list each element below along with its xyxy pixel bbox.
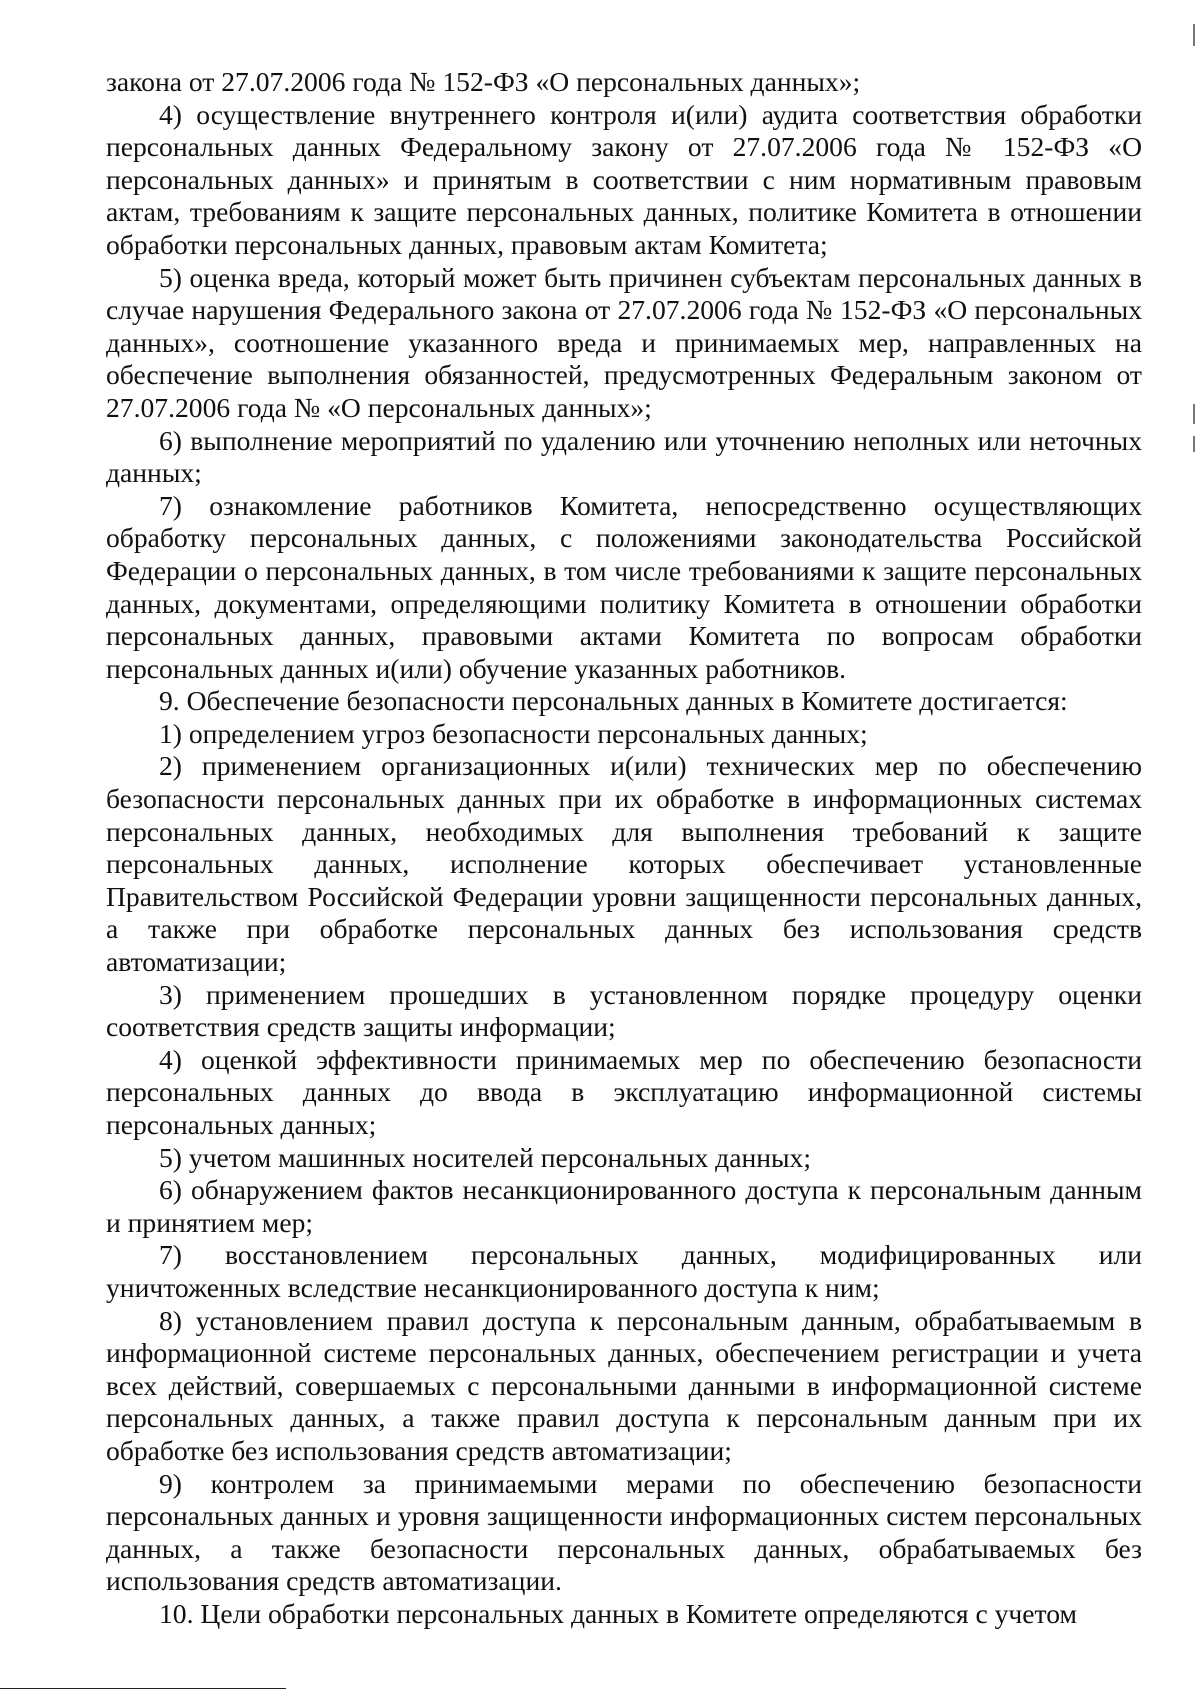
scan-edge-mark-lower — [1193, 436, 1195, 452]
footnote-separator-line — [0, 1688, 286, 1689]
document-body — [106, 66, 1142, 1631]
paragraph-measure-7: 7) восстановлением персональных данных, модифицированных или уничтоженных вследствие несанкционированного доступа к ним; — [106, 1239, 1142, 1303]
paragraph-section-10-start: 10. Цели обработки персональных данных в Комитете определяются с учетом — [159, 1597, 1077, 1629]
paragraph-measure-3: 3) применением прошедших в установленном порядке процедуру оценки соответствия средств защиты информации; — [106, 978, 1142, 1043]
scan-edge-mark-middle — [1193, 404, 1195, 424]
paragraph-item-7-staff-familiarization: 7) ознакомление работников Комитета, непосредственно осуществляющих обработку персональных данных, с положениями законодательства Российской Федерации о персональных данных, в том числе требованиями к защите персональных данных, документами, определяющими политику Комитета в отношении обработки персональных данных, правовыми актами Комитета по вопросам обработки персональных данных и(или) обучение указанных работников. — [106, 489, 1142, 684]
paragraph-continuation: закона от 27.07.2006 года № 152-ФЗ «О персональных данных»; — [106, 66, 861, 97]
paragraph-item-6-data-removal: 6) выполнение мероприятий по удалению или уточнению неполных или неточных данных; — [106, 424, 1142, 489]
paragraph-section-9-heading: 9. Обеспечение безопасности персональных данных в Комитете достигается: — [159, 685, 1068, 717]
paragraph-measure-5: 5) учетом машинных носителей персональных данных; — [159, 1141, 811, 1173]
paragraph-measure-8: 8) установлением правил доступа к персональным данным, обрабатываемым в информационной системе персональных данных, обеспечением регистрации и учета всех действий, совершаемых с персональными данными в информационной системе персональных данных, а также правил доступа к персональным данным при их обработке без использования средств автоматизации; — [106, 1304, 1142, 1466]
paragraph-measure-2: 2) применением организационных и(или) технических мер по обеспечению безопасности персональных данных при их обработке в информационных системах персональных данных, необходимых для выполнения требований к защите персональных данных, исполнение которых обеспечивает установленные Правительством Российской Федерации уровни защищенности персональных данных, а также при обработке персональных данных без использования средств автоматизации; — [106, 750, 1142, 978]
scan-edge-mark-top — [1193, 24, 1195, 46]
paragraph-item-4-internal-control: 4) осуществление внутреннего контроля и(или) аудита соответствия обработки персональных данных Федеральному закону от 27.07.2006 года № 152-ФЗ «О персональных данных» и принятым в соответствии с ним нормативным правовым актам, требованиям к защите персональных данных, политике Комитета в отношении обработки персональных данных, правовым актам Комитета; — [106, 98, 1142, 260]
paragraph-item-5-harm-assessment: 5) оценка вреда, который может быть причинен субъектам персональных данных в случае нарушения Федерального закона от 27.07.2006 года № 152-ФЗ «О персональных данных», соотношение указанного вреда и принимаемых мер, направленных на обеспечение выполнения обязанностей, предусмотренных Федеральным законом от 27.07.2006 года № «О персональных данных»; — [106, 261, 1142, 423]
paragraph-measure-4: 4) оценкой эффективности принимаемых мер по обеспечению безопасности персональных данных до ввода в эксплуатацию информационной системы персональных данных; — [106, 1043, 1142, 1140]
paragraph-measure-6: 6) обнаружением фактов несанкционированного доступа к персональным данным и принятием мер; — [106, 1174, 1142, 1238]
paragraph-measure-9: 9) контролем за принимаемыми мерами по обеспечению безопасности персональных данных и уровня защищенности информационных систем персональных данных, а также безопасности персональных данных, обрабатываемых без использования средств автоматизации. — [106, 1467, 1142, 1597]
paragraph-measure-1: 1) определением угроз безопасности персональных данных; — [159, 717, 868, 749]
